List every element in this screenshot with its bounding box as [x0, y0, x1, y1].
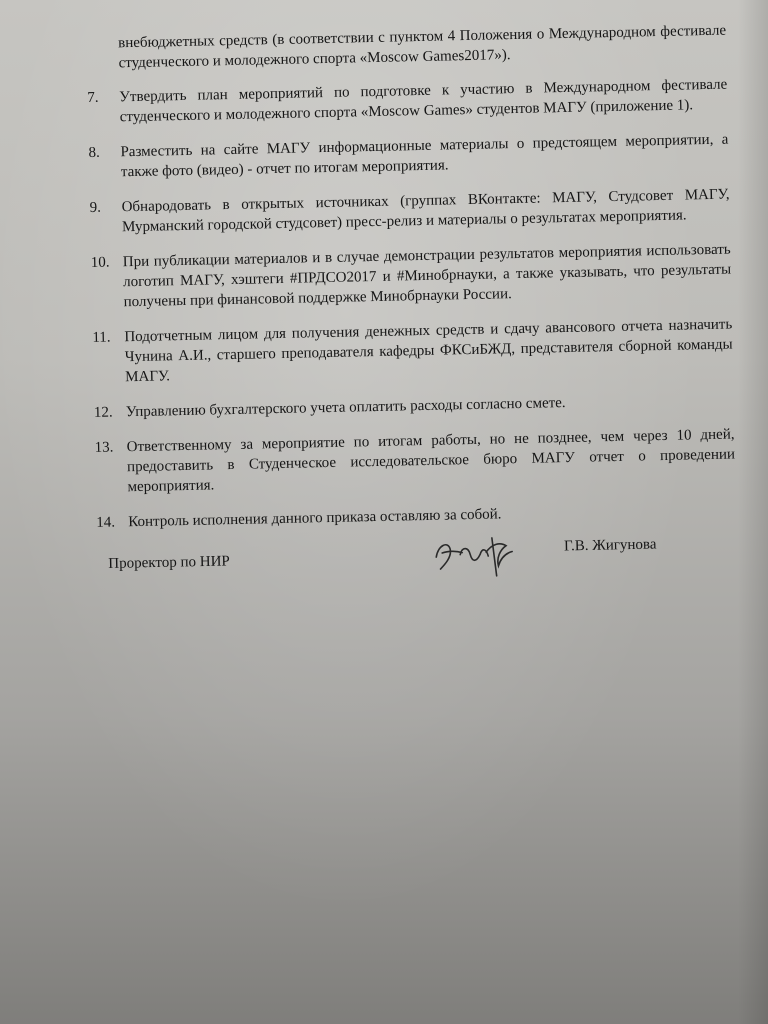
signer-name: Г.В. Жигунова — [563, 536, 657, 555]
item-number: 12. — [93, 404, 113, 421]
item-text: Управлению бухгалтерского учета оплатить расходы согласно смете. — [125, 395, 566, 421]
list-item — [94, 390, 734, 423]
item-number: 11. — [92, 329, 111, 346]
item-text: Утвердить план мероприятий по подготовке к участию в Международном фестивале студенческого и молодежного спорта «Moscow Games» студентов МАГУ (приложение 1). — [119, 76, 728, 126]
list-item — [89, 185, 730, 238]
item-number: 8. — [88, 144, 100, 161]
list-item — [88, 130, 729, 183]
handwritten-signature — [426, 529, 522, 581]
item-text: При публикации материалов и в случае демонстрации результатов мероприятия использовать логотип МАГУ, хэштеги #ПРДСО2017 и #Минобрнауки, а также указывать, что результаты получены при финансовой поддержке Минобрнауки России. — [122, 241, 732, 311]
item-number: 13. — [94, 439, 114, 456]
order-text — [86, 21, 737, 548]
item-number: 14. — [96, 514, 116, 531]
item-text: Подотчетным лицом для получения денежных средств и сдачу авансового отчета назначить Чунина А.И., старшего преподавателя кафедры ФКСиБЖД, представителя сборной команды МАГУ. — [124, 316, 733, 386]
item-number: 10. — [90, 254, 110, 271]
list-item — [92, 315, 733, 388]
item-text: Разместить на сайте МАГУ информационные материалы о предстоящем мероприятии, а также фото (видео) - отчет по итогам мероприятия. — [120, 131, 729, 181]
item-text: Контроль исполнения данного приказа оставляю за собой. — [128, 506, 502, 531]
intro-paragraph: внебюджетных средств (в соответствии с пунктом 4 Положения о Международном фестивале студенческого и молодежного спорта «Moscow Games2017»). — [118, 22, 727, 72]
item-number: 9. — [89, 199, 102, 216]
item-text: Ответственному за мероприятие по итогам работы, но не позднее, чем через 10 дней, предоставить в Студенческое исследовательское бюро МАГУ отчет о проведении мероприятия. — [126, 426, 736, 496]
list-item — [96, 499, 736, 532]
list-item — [87, 75, 728, 128]
item-text: Обнародовать в открытых источниках (группах ВКонтакте: МАГУ, Студсовет МАГУ, Мурманский городской студсовет) пресс-релиз и материалы о результатах мероприятия. — [121, 186, 730, 236]
page-shadow — [738, 0, 768, 1024]
list-item — [91, 240, 732, 313]
list-item — [94, 425, 735, 498]
signer-title: Проректор по НИР — [108, 553, 230, 572]
signature-block — [108, 536, 669, 598]
item-number: 7. — [87, 89, 99, 106]
